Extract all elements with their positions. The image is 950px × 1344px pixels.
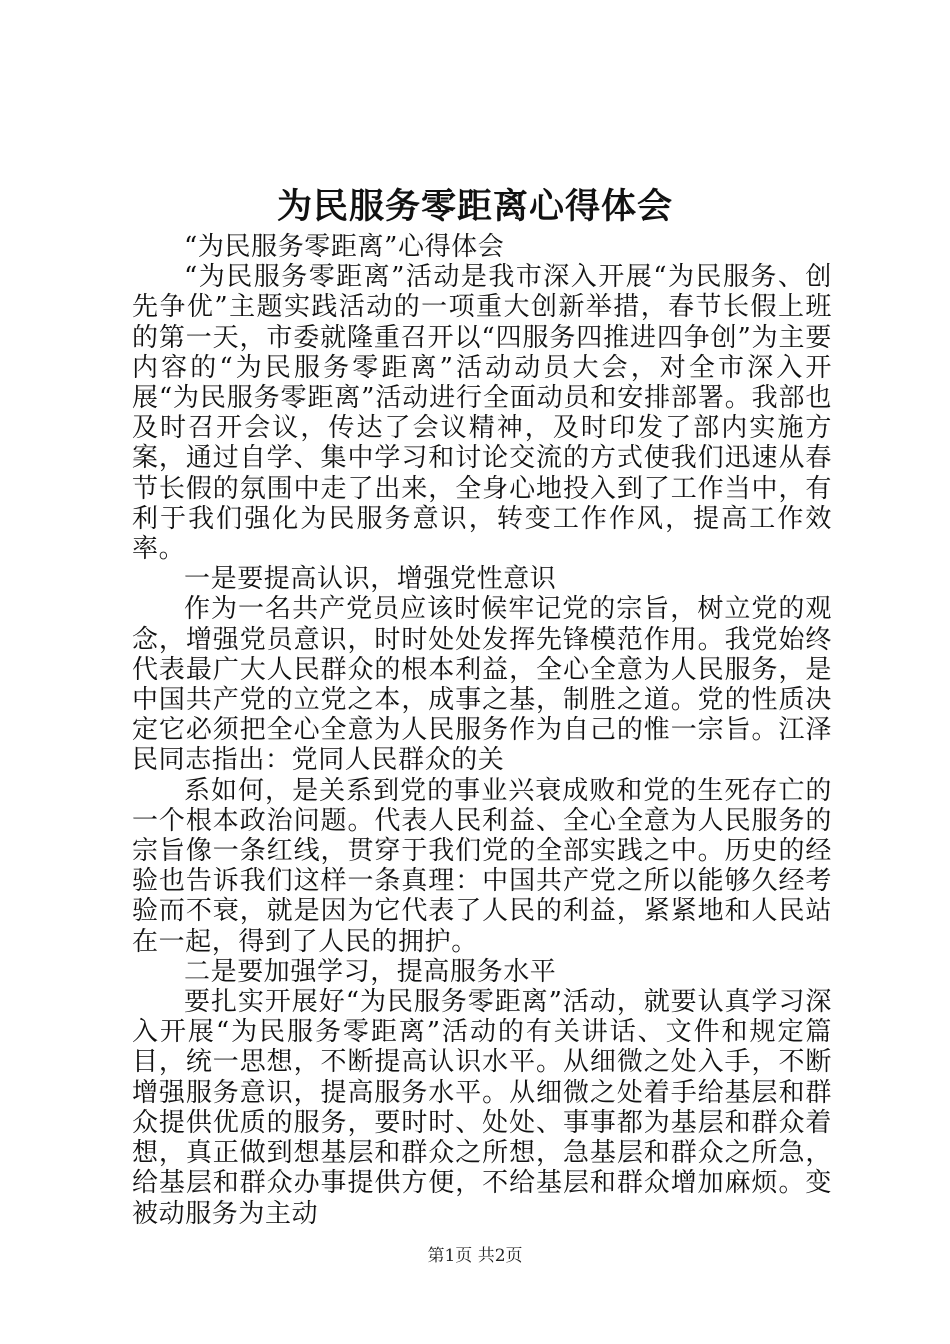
section-1-continuation-paragraph: 系如何，是关系到党的事业兴衰成败和党的生死存亡的一个根本政治问题。代表人民利益、全心全意为人民服务的宗旨像一条红线，贯穿于我们党的全部实践之中。历史的经验也告诉我们这样一条真理：中国共产党之所以能够久经考验而不衰，就是因为它代表了人民的利益，紧紧地和人民站在一起，得到了人民的拥护。: [132, 775, 832, 957]
subtitle-paragraph: “为民服务零距离”心得体会: [184, 232, 505, 262]
page-footer: [0, 1244, 950, 1268]
page-indicator: 第1页 共2页: [427, 1246, 523, 1266]
section-heading-1: 一是要提高认识，增强党性意识: [184, 564, 557, 595]
section-2-paragraph: 要扎实开展好“为民服务零距离”活动，就要认真学习深入开展“为民服务零距离”活动的有关讲话、文件和规定篇目，统一思想，不断提高认识水平。从细微之处入手，不断增强服务意识，提高服务水平。从细微之处着手给基层和群众提供优质的服务，要时时、处处、事事都为基层和群众着想，真正做到想基层和群众之所想，急基层和群众之所急，给基层和群众办事提供方便，不给基层和群众增加麻烦。变被动服务为主动: [132, 987, 832, 1229]
section-heading-2: 二是要加强学习，提高服务水平: [184, 956, 557, 987]
document-body: [132, 232, 832, 1229]
section-1-paragraph: 作为一名共产党员应该时候牢记党的宗旨，树立党的观念，增强党员意识，时时处处发挥先锋模范作用。我党始终代表最广大人民群众的根本利益，全心全意为人民服务，是中国共产党的立党之本，成事之基，制胜之道。党的性质决定它必须把全心全意为人民服务作为自己的惟一宗旨。江泽民同志指出：党同人民群众的关: [132, 594, 832, 776]
intro-paragraph: “为民服务零距离”活动是我市深入开展“为民服务、创先争优”主题实践活动的一项重大创新举措，春节长假上班的第一天，市委就隆重召开以“四服务四推进四争创”为主要内容的“为民服务零距离”活动动员大会，对全市深入开展“为民服务零距离”活动进行全面动员和安排部署。我部也及时召开会议，传达了会议精神，及时印发了部内实施方案，通过自学、集中学习和讨论交流的方式使我们迅速从春节长假的氛围中走了出来，全身心地投入到了工作当中，有利于我们强化为民服务意识，转变工作作风，提高工作效率。: [132, 262, 832, 565]
page-title: 为民服务零距离心得体会: [276, 186, 673, 227]
